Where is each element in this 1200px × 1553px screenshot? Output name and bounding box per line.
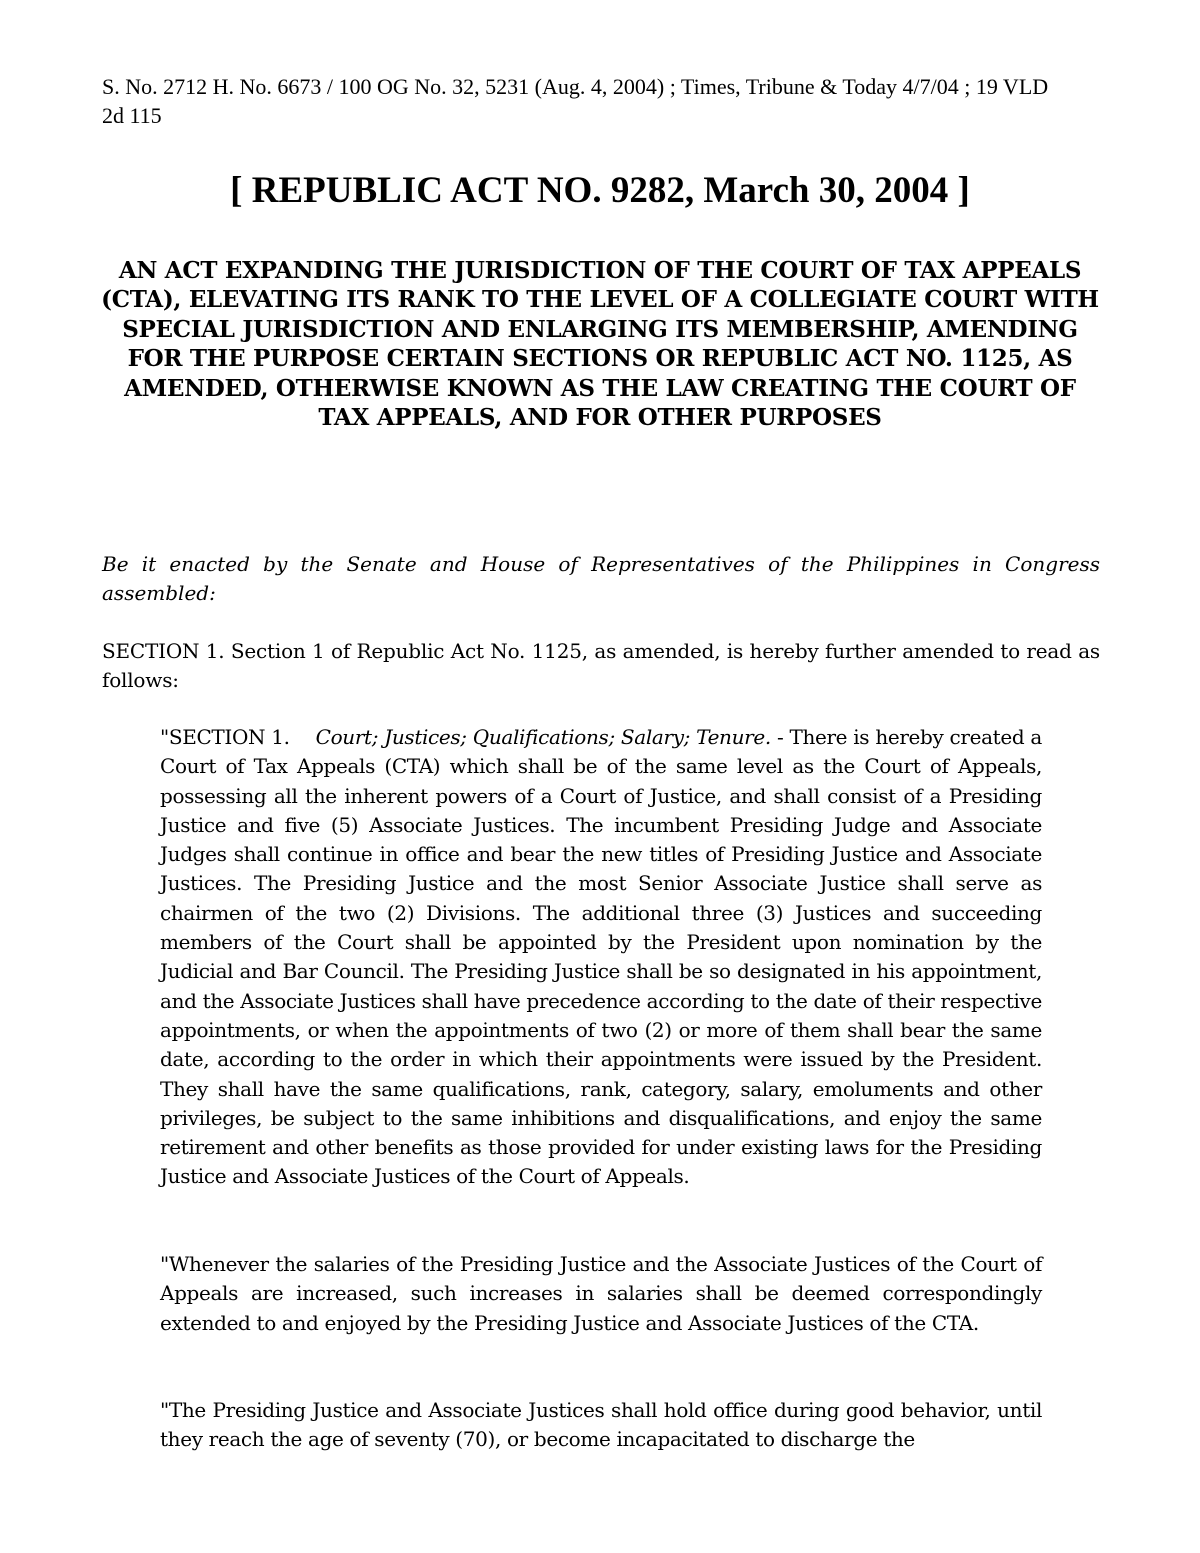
- act-title: [ REPUBLIC ACT NO. 9282, March 30, 2004 ]: [230, 170, 970, 211]
- quoted-section-caption: Court; Justices; Qualifications; Salary; Tenure.: [315, 725, 771, 749]
- quoted-section-body: - There is hereby created a Court of Tax Appeals (CTA) which shall be of the same level as the Court of Appeals, possessing all the inherent powers of a Court of Justice, and shall consist of a Presiding Justice and five (5) Associate Justices. The incumbent Presiding Judge and Associate Judges shall continue in office and bear the new titles of Presiding Justice and Associate Justices. The Presiding Justice and the most Senior Associate Justice shall serve as chairmen of the two (2) Divisions. The additional three (3) Justices and succeeding members of the Court shall be appointed by the President upon nomination by the Judicial and Bar Council. The Presiding Justice shall be so designated in his appointment, and the Associate Justices shall have precedence according to the date of their respective appointments, or when the appointments of two (2) or more of them shall bear the same date, according to the order in which their appointments were issued by the President. They shall have the same qualifications, rank, category, salary, emoluments and other privileges, be subject to the same inhibitions and disqualifications, and enjoy the same retirement and other benefits as those provided for under existing laws for the Presiding Justice and Associate Justices of the Court of Appeals.: [160, 725, 1042, 1189]
- section-1-intro: SECTION 1. Section 1 of Republic Act No. 1125, as amended, is hereby further amended to read as follows:: [102, 639, 1100, 692]
- quoted-section-label: "SECTION 1.: [160, 725, 290, 749]
- act-subtitle: AN ACT EXPANDING THE JURISDICTION OF THE COURT OF TAX APPEALS (CTA), ELEVATING ITS RANK TO THE LEVEL OF A COLLEGIATE COURT WITH SPECIAL JURISDICTION AND ENLARGING ITS MEMBERSHIP, AMENDING FOR THE PURPOSE CERTAIN SECTIONS OR REPUBLIC ACT NO. 1125, AS AMENDED, OTHERWISE KNOWN AS THE LAW CREATING THE COURT OF TAX APPEALS, AND FOR OTHER PURPOSES: [101, 257, 1099, 432]
- quoted-paragraph-salaries: "Whenever the salaries of the Presiding Justice and the Associate Justices of the Court of Appeals are increased, such increases in salaries shall be deemed correspondingly extended to and enjoyed by the Presiding Justice and Associate Justices of the CTA.: [160, 1252, 1042, 1335]
- quoted-paragraph-tenure: "The Presiding Justice and Associate Justices shall hold office during good behavior, until they reach the age of seventy (70), or become incapacitated to discharge the: [160, 1398, 1042, 1452]
- citation-line: S. No. 2712 H. No. 6673 / 100 OG No. 32, 5231 (Aug. 4, 2004) ; Times, Tribune & Today 4/7/04 ; 19 VLD 2d 115: [102, 74, 1049, 128]
- enacting-clause: Be it enacted by the Senate and House of Representatives of the Philippines in Congress assembled:: [102, 552, 1100, 605]
- quoted-section-1: [160, 723, 1042, 1192]
